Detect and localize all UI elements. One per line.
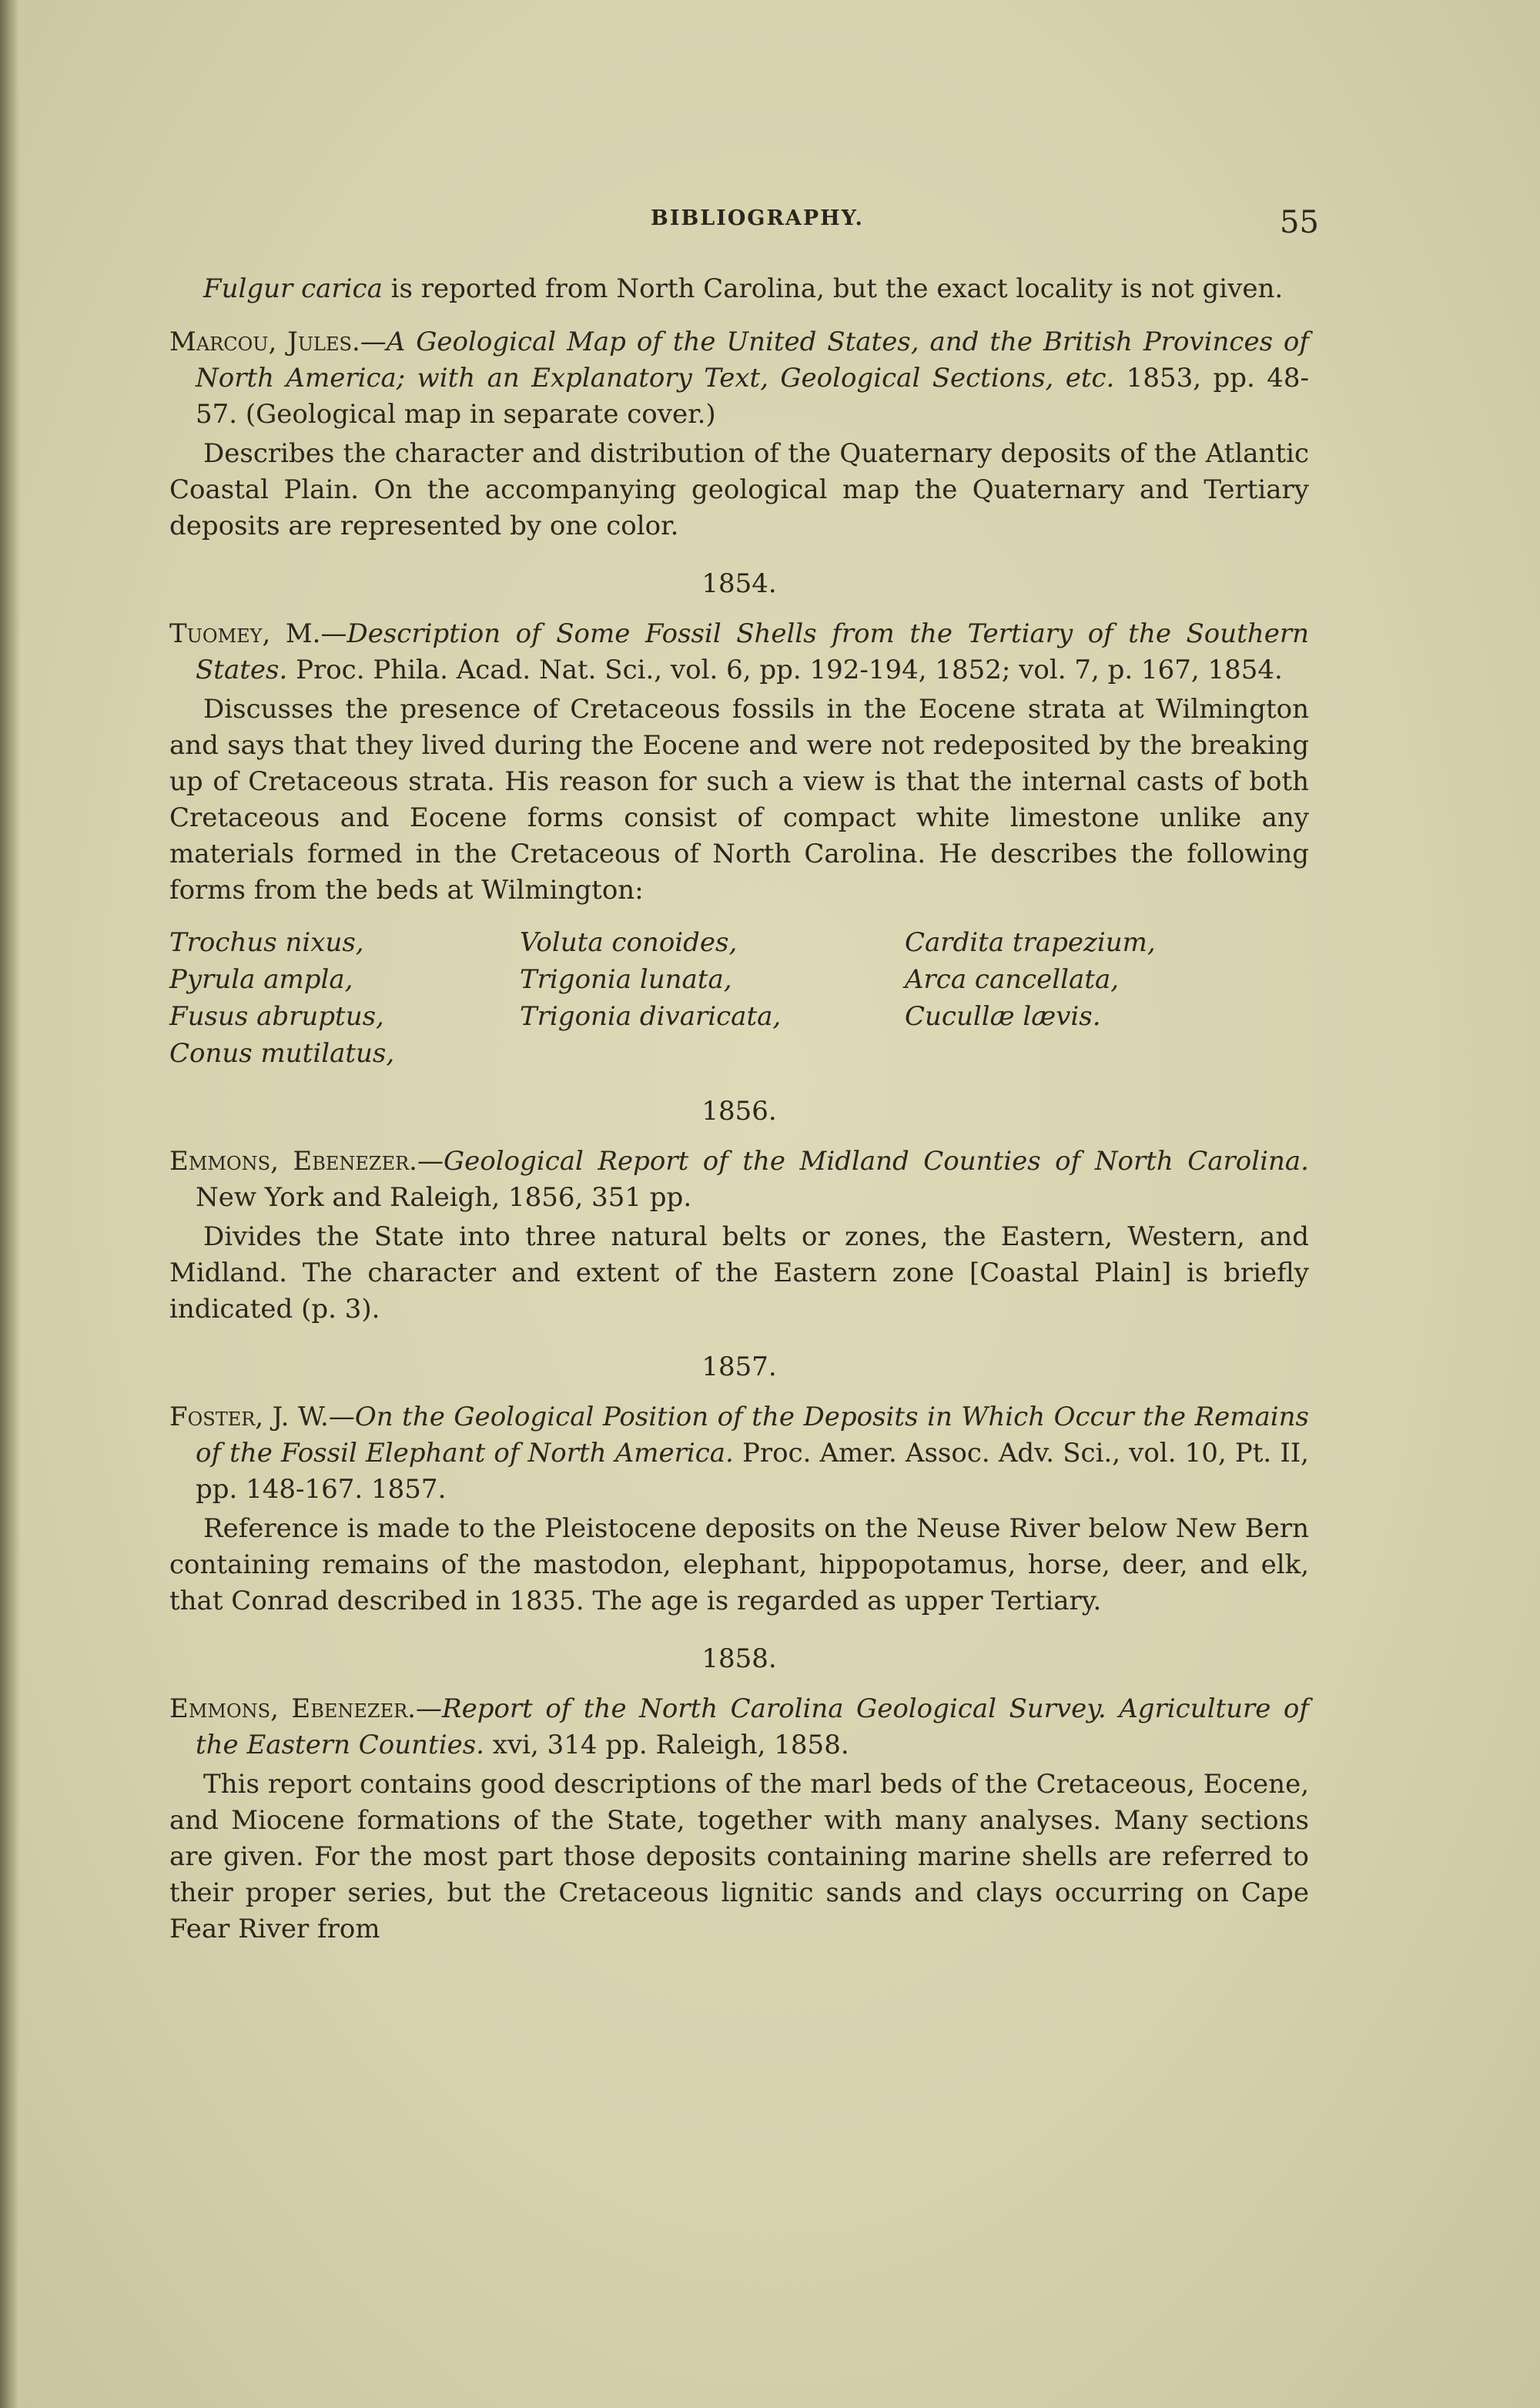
entry-author: Marcou, Jules.— xyxy=(169,327,387,357)
bibliography-entry xyxy=(169,1144,1309,1216)
species-name: Arca cancellata, xyxy=(905,964,1120,995)
year-heading: 1857. xyxy=(701,1351,777,1382)
species-name: Conus mutilatus, xyxy=(169,1038,395,1069)
entry-author: Tuomey, M.— xyxy=(169,618,347,649)
species-list xyxy=(169,924,1309,1072)
entry-title: Report of the North Carolina Geological Survey. Agriculture of the Eastern Counties. xyxy=(196,1693,1309,1760)
species-name: Pyrula ampla, xyxy=(169,964,353,995)
entry-title: A Geological Map of the United States, and the British Provinces of North America; with an Explanatory Text, Geological Sections, etc. xyxy=(196,327,1309,394)
entry-title: On the Geological Position of the Deposits in Which Occur the Remains of the Fossil Elephant of North America. xyxy=(196,1402,1309,1469)
entry-description: This report contains good descriptions of the marl beds of the Cretaceous, Eocene, and Miocene formations of the State, together with many analyses. Many sections are given. For the most part those deposits containing marine shells are referred to their proper series, but the Cretaceous lignitic sands and clays occurring on Cape Fear River from xyxy=(169,1769,1309,1944)
year-heading: 1854. xyxy=(701,568,777,599)
intro-species: Fulgur carica xyxy=(203,273,383,304)
species-name: Cucullæ lævis. xyxy=(905,1001,1101,1032)
entry-author: Emmons, Ebenezer.— xyxy=(169,1146,444,1177)
species-name: Trochus nixus, xyxy=(169,927,364,958)
bibliography-entry xyxy=(169,1691,1309,1763)
species-column xyxy=(520,924,905,1072)
running-head: BIBLIOGRAPHY. xyxy=(651,206,864,230)
entry-title: Description of Some Fossil Shells from the Tertiary of the Southern States. xyxy=(196,618,1309,685)
species-name: Cardita trapezium, xyxy=(905,927,1156,958)
year-heading: 1858. xyxy=(701,1643,777,1674)
page-number: 55 xyxy=(1280,205,1319,240)
entry-title: Geological Report of the Midland Counties of North Carolina. xyxy=(443,1146,1309,1177)
species-name: Fusus abruptus, xyxy=(169,1001,384,1032)
entry-citation: New York and Raleigh, 1856, 351 pp. xyxy=(196,1182,692,1213)
entry-author: Foster, J. W.— xyxy=(169,1402,355,1432)
entry-author: Emmons, Ebenezer.— xyxy=(169,1693,442,1724)
year-heading: 1856. xyxy=(701,1096,777,1127)
entry-citation: 1853, pp. 48-57. (Geological map in separate cover.) xyxy=(196,363,1309,430)
entry-description: Discusses the presence of Cretaceous fossils in the Eocene strata at Wilmington and says that they lived during the Eocene and were not redeposited by the breaking up of Cretaceous strata. His reason for such a view is that the internal casts of both Cretaceous and Eocene forms consist of compact white limestone unlike any materials formed in the Cretaceous of North Carolina. He describes the following forms from the beds at Wilmington: xyxy=(169,694,1309,906)
bibliography-entry xyxy=(169,324,1309,433)
entry-citation: xvi, 314 pp. Raleigh, 1858. xyxy=(484,1730,849,1760)
species-name: Trigonia lunata, xyxy=(520,964,732,995)
species-name: Voluta conoides, xyxy=(520,927,738,958)
entry-description: Reference is made to the Pleistocene deposits on the Neuse River below New Bern containing remains of the mastodon, elephant, hippopotamus, horse, deer, and elk, that Conrad described in 1835. The age is regarded as upper Tertiary. xyxy=(169,1513,1309,1616)
entry-description: Describes the character and distribution of the Quaternary deposits of the Atlantic Coastal Plain. On the accompanying geological map the Quaternary and Tertiary deposits are represented by one color. xyxy=(169,438,1309,541)
entry-description: Divides the State into three natural belts or zones, the Eastern, Western, and Midland. The character and extent of the Eastern zone [Coastal Plain] is briefly indicated (p. 3). xyxy=(169,1221,1309,1325)
intro-paragraph xyxy=(169,271,1309,307)
page-header xyxy=(0,206,1540,245)
page-body xyxy=(169,271,1309,1947)
species-name: Trigonia divaricata, xyxy=(520,1001,782,1032)
entry-citation: Proc. Amer. Assoc. Adv. Sci., vol. 10, Pt. II, pp. 148-167. 1857. xyxy=(196,1438,1309,1505)
bibliography-entry xyxy=(169,616,1309,688)
page-binding-edge xyxy=(0,0,20,2408)
bibliography-entry xyxy=(169,1399,1309,1508)
entry-citation: Proc. Phila. Acad. Nat. Sci., vol. 6, pp. 192-194, 1852; vol. 7, p. 167, 1854. xyxy=(287,655,1283,685)
species-column xyxy=(169,924,520,1072)
species-column xyxy=(905,924,1228,1072)
intro-text: is reported from North Carolina, but the exact locality is not given. xyxy=(382,273,1284,304)
